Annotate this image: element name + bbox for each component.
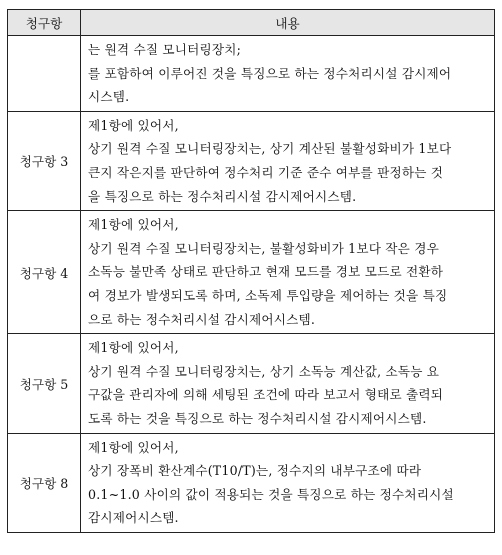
header-row — [8, 10, 495, 36]
content-column-header: 내용 — [81, 10, 495, 36]
claim-column-header: 청구항 — [8, 10, 81, 36]
claim-content — [81, 211, 495, 334]
claim-line: 제1항에 있어서, — [88, 117, 179, 133]
claim-line: 를 포함하여 이루어진 것을 특징으로 하는 정수처리시설 감시제어 — [88, 65, 452, 81]
claim-line: 는 원격 수질 모니터링장치; — [88, 42, 242, 57]
claim-line: 으로 하는 정수처리시설 감시제어시스템. — [88, 311, 316, 327]
claim-label: 청구항 5 — [8, 334, 81, 433]
claim-row — [8, 211, 495, 334]
claim-line: 제1항에 있어서, — [88, 439, 179, 455]
claim-content — [81, 111, 495, 210]
claim-line: 상기 원격 수질 모니터링장치는, 상기 계산된 불활성화비가 1보다 — [88, 141, 452, 157]
claim-line: 상기 장폭비 환산계수(T10/T)는, 정수지의 내부구조에 따라 — [88, 463, 422, 479]
claim-content — [81, 36, 495, 112]
claim-line: 큰지 작은지를 판단하여 정수처리 기준 준수 여부를 판정하는 것 — [88, 164, 444, 180]
claim-line: 제1항에 있어서, — [88, 217, 179, 233]
claim-line: 시스템. — [88, 89, 130, 105]
claim-label: 청구항 4 — [8, 211, 81, 334]
claims-table — [7, 9, 495, 533]
claim-line: 0.1~1.0 사이의 값이 적용되는 것을 특징으로 하는 정수처리시설 — [88, 486, 454, 502]
claim-line: 여 경보가 발생되도록 하며, 소독제 투입량을 제어하는 것을 특징 — [88, 287, 448, 303]
claim-line: 을 특징으로 하는 정수처리시설 감시제어시스템. — [88, 188, 357, 204]
claim-row — [8, 334, 495, 433]
claim-content — [81, 433, 495, 532]
claim-row — [8, 36, 495, 112]
claim-line: 도록 하는 것을 특징으로 하는 정수처리시설 감시제어시스템. — [88, 410, 427, 426]
claim-row — [8, 111, 495, 210]
claim-row — [8, 433, 495, 532]
claim-label — [8, 36, 81, 112]
claim-line: 구값을 관리자에 의해 세팅된 조건에 따라 보고서 형태로 출력되 — [88, 387, 444, 403]
claim-line: 감시제어시스템. — [88, 510, 179, 526]
claim-line: 제1항에 있어서, — [88, 340, 179, 356]
claim-line: 상기 원격 수질 모니터링장치는, 상기 소독능 계산값, 소독능 요 — [88, 363, 440, 379]
claim-label: 청구항 3 — [8, 111, 81, 210]
claim-content — [81, 334, 495, 433]
claim-line: 소독능 불만족 상태로 판단하고 현재 모드를 경보 모드로 전환하 — [88, 264, 444, 280]
claim-line: 상기 원격 수질 모니터링장치는, 불활성화비가 1보다 작은 경우 — [88, 240, 439, 256]
claim-label: 청구항 8 — [8, 433, 81, 532]
